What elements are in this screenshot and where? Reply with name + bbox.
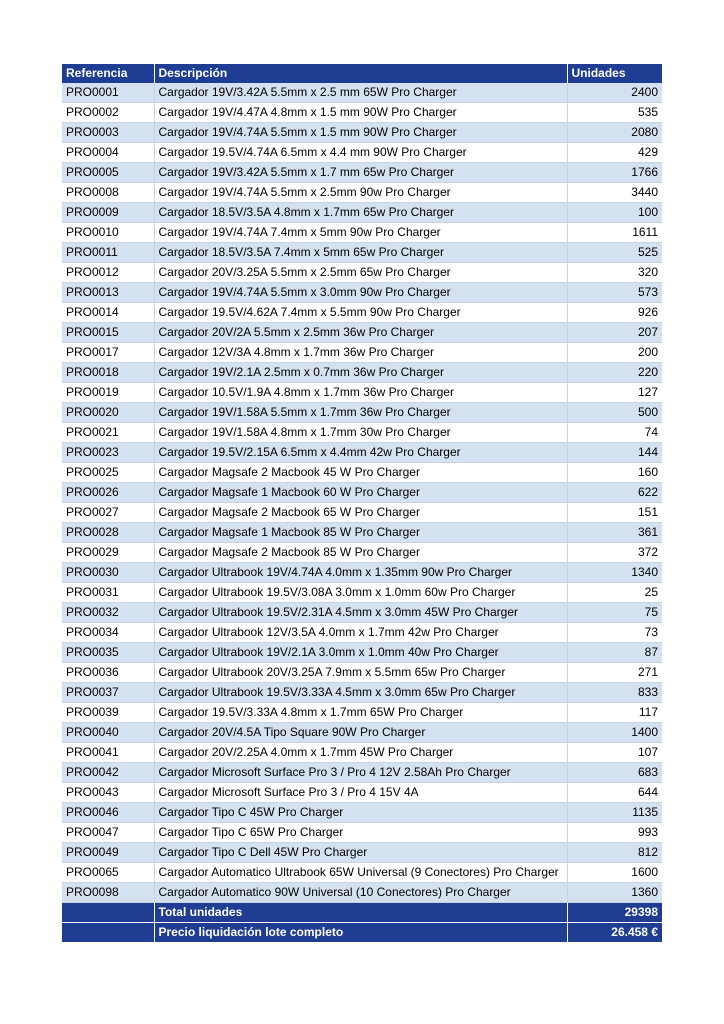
table-row — [62, 603, 662, 623]
cell-descripcion: Cargador 19V/4.74A 5.5mm x 2.5mm 90w Pro Charger — [154, 183, 567, 203]
cell-unidades: 87 — [567, 643, 662, 663]
cell-descripcion: Cargador Ultrabook 19.5V/3.33A 4.5mm x 3.0mm 65w Pro Charger — [154, 683, 567, 703]
cell-descripcion: Cargador 19.5V/4.74A 6.5mm x 4.4 mm 90W Pro Charger — [154, 143, 567, 163]
cell-unidades: 320 — [567, 263, 662, 283]
inventory-table — [62, 64, 662, 942]
cell-referencia: PRO0041 — [62, 743, 154, 763]
cell-unidades: 683 — [567, 763, 662, 783]
cell-descripcion: Cargador 19.5V/2.15A 6.5mm x 4.4mm 42w Pro Charger — [154, 443, 567, 463]
table-row — [62, 323, 662, 343]
cell-unidades: 361 — [567, 523, 662, 543]
cell-descripcion: Cargador 10.5V/1.9A 4.8mm x 1.7mm 36w Pro Charger — [154, 383, 567, 403]
cell-unidades: 926 — [567, 303, 662, 323]
cell-descripcion: Cargador 19V/4.74A 5.5mm x 3.0mm 90w Pro Charger — [154, 283, 567, 303]
table-row — [62, 643, 662, 663]
table-row — [62, 663, 662, 683]
cell-unidades: 207 — [567, 323, 662, 343]
total-units-row — [62, 903, 662, 923]
cell-referencia: PRO0026 — [62, 483, 154, 503]
lot-price-row — [62, 923, 662, 943]
cell-descripcion: Cargador Ultrabook 19V/4.74A 4.0mm x 1.35mm 90w Pro Charger — [154, 563, 567, 583]
cell-descripcion: Cargador 19V/4.47A 4.8mm x 1.5 mm 90W Pro Charger — [154, 103, 567, 123]
cell-unidades: 271 — [567, 663, 662, 683]
cell-descripcion: Cargador Microsoft Surface Pro 3 / Pro 4 12V 2.58Ah Pro Charger — [154, 763, 567, 783]
cell-referencia: PRO0013 — [62, 283, 154, 303]
table-row — [62, 343, 662, 363]
cell-referencia: PRO0042 — [62, 763, 154, 783]
footer-empty-cell — [62, 923, 154, 943]
table-row — [62, 623, 662, 643]
cell-descripcion: Cargador 20V/2.25A 4.0mm x 1.7mm 45W Pro Charger — [154, 743, 567, 763]
lot-price-label: Precio liquidación lote completo — [154, 923, 567, 943]
cell-descripcion: Cargador Ultrabook 20V/3.25A 7.9mm x 5.5mm 65w Pro Charger — [154, 663, 567, 683]
cell-descripcion: Cargador 18.5V/3.5A 4.8mm x 1.7mm 65w Pro Charger — [154, 203, 567, 223]
table-row — [62, 783, 662, 803]
cell-unidades: 75 — [567, 603, 662, 623]
cell-referencia: PRO0004 — [62, 143, 154, 163]
cell-descripcion: Cargador 20V/2A 5.5mm x 2.5mm 36w Pro Charger — [154, 323, 567, 343]
table-row — [62, 103, 662, 123]
cell-descripcion: Cargador 20V/4.5A Tipo Square 90W Pro Charger — [154, 723, 567, 743]
header-referencia: Referencia — [62, 64, 154, 83]
cell-descripcion: Cargador 19V/1.58A 5.5mm x 1.7mm 36w Pro Charger — [154, 403, 567, 423]
table-row — [62, 523, 662, 543]
cell-descripcion: Cargador 18.5V/3.5A 7.4mm x 5mm 65w Pro Charger — [154, 243, 567, 263]
table-row — [62, 483, 662, 503]
cell-descripcion: Cargador Automatico 90W Universal (10 Conectores) Pro Charger — [154, 883, 567, 903]
cell-unidades: 73 — [567, 623, 662, 643]
cell-referencia: PRO0027 — [62, 503, 154, 523]
footer-empty-cell — [62, 903, 154, 923]
table-row — [62, 183, 662, 203]
cell-referencia: PRO0034 — [62, 623, 154, 643]
header-unidades: Unidades — [567, 64, 662, 83]
cell-descripcion: Cargador 20V/3.25A 5.5mm x 2.5mm 65w Pro Charger — [154, 263, 567, 283]
cell-referencia: PRO0002 — [62, 103, 154, 123]
cell-referencia: PRO0028 — [62, 523, 154, 543]
cell-unidades: 151 — [567, 503, 662, 523]
inventory-sheet — [62, 64, 662, 942]
table-row — [62, 83, 662, 103]
cell-descripcion: Cargador 19V/1.58A 4.8mm x 1.7mm 30w Pro Charger — [154, 423, 567, 443]
cell-unidades: 1360 — [567, 883, 662, 903]
cell-referencia: PRO0015 — [62, 323, 154, 343]
cell-unidades: 1340 — [567, 563, 662, 583]
cell-referencia: PRO0014 — [62, 303, 154, 323]
cell-descripcion: Cargador Magsafe 1 Macbook 60 W Pro Charger — [154, 483, 567, 503]
cell-descripcion: Cargador Tipo C 45W Pro Charger — [154, 803, 567, 823]
cell-referencia: PRO0035 — [62, 643, 154, 663]
cell-referencia: PRO0037 — [62, 683, 154, 703]
cell-referencia: PRO0021 — [62, 423, 154, 443]
cell-referencia: PRO0043 — [62, 783, 154, 803]
cell-descripcion: Cargador 19V/3.42A 5.5mm x 1.7 mm 65w Pro Charger — [154, 163, 567, 183]
table-row — [62, 823, 662, 843]
cell-unidades: 144 — [567, 443, 662, 463]
cell-unidades: 3440 — [567, 183, 662, 203]
cell-descripcion: Cargador 19.5V/3.33A 4.8mm x 1.7mm 65W Pro Charger — [154, 703, 567, 723]
cell-unidades: 2080 — [567, 123, 662, 143]
cell-descripcion: Cargador Automatico Ultrabook 65W Universal (9 Conectores) Pro Charger — [154, 863, 567, 883]
cell-referencia: PRO0003 — [62, 123, 154, 143]
cell-descripcion: Cargador Tipo C 65W Pro Charger — [154, 823, 567, 843]
cell-unidades: 160 — [567, 463, 662, 483]
cell-descripcion: Cargador Ultrabook 19.5V/2.31A 4.5mm x 3.0mm 45W Pro Charger — [154, 603, 567, 623]
cell-referencia: PRO0023 — [62, 443, 154, 463]
cell-referencia: PRO0012 — [62, 263, 154, 283]
cell-unidades: 573 — [567, 283, 662, 303]
cell-referencia: PRO0049 — [62, 843, 154, 863]
cell-unidades: 220 — [567, 363, 662, 383]
table-row — [62, 883, 662, 903]
cell-unidades: 25 — [567, 583, 662, 603]
table-row — [62, 303, 662, 323]
table-row — [62, 503, 662, 523]
cell-descripcion: Cargador 19V/4.74A 5.5mm x 1.5 mm 90W Pro Charger — [154, 123, 567, 143]
cell-descripcion: Cargador Magsafe 2 Macbook 65 W Pro Charger — [154, 503, 567, 523]
cell-referencia: PRO0020 — [62, 403, 154, 423]
cell-referencia: PRO0040 — [62, 723, 154, 743]
cell-unidades: 1766 — [567, 163, 662, 183]
cell-referencia: PRO0047 — [62, 823, 154, 843]
cell-referencia: PRO0029 — [62, 543, 154, 563]
table-row — [62, 463, 662, 483]
cell-descripcion: Cargador 19.5V/4.62A 7.4mm x 5.5mm 90w Pro Charger — [154, 303, 567, 323]
cell-unidades: 2400 — [567, 83, 662, 103]
cell-descripcion: Cargador 12V/3A 4.8mm x 1.7mm 36w Pro Charger — [154, 343, 567, 363]
cell-referencia: PRO0010 — [62, 223, 154, 243]
table-row — [62, 723, 662, 743]
cell-unidades: 372 — [567, 543, 662, 563]
table-row — [62, 403, 662, 423]
cell-referencia: PRO0017 — [62, 343, 154, 363]
table-row — [62, 143, 662, 163]
table-row — [62, 423, 662, 443]
cell-referencia: PRO0032 — [62, 603, 154, 623]
table-row — [62, 703, 662, 723]
table-row — [62, 383, 662, 403]
total-units-value: 29398 — [567, 903, 662, 923]
cell-referencia: PRO0025 — [62, 463, 154, 483]
cell-referencia: PRO0065 — [62, 863, 154, 883]
table-row — [62, 803, 662, 823]
cell-unidades: 812 — [567, 843, 662, 863]
table-row — [62, 843, 662, 863]
total-units-label: Total unidades — [154, 903, 567, 923]
cell-unidades: 74 — [567, 423, 662, 443]
cell-unidades: 100 — [567, 203, 662, 223]
table-row — [62, 363, 662, 383]
cell-referencia: PRO0019 — [62, 383, 154, 403]
cell-unidades: 1135 — [567, 803, 662, 823]
table-row — [62, 543, 662, 563]
cell-descripcion: Cargador 19V/4.74A 7.4mm x 5mm 90w Pro Charger — [154, 223, 567, 243]
cell-unidades: 200 — [567, 343, 662, 363]
table-row — [62, 743, 662, 763]
table-row — [62, 863, 662, 883]
table-row — [62, 223, 662, 243]
cell-unidades: 127 — [567, 383, 662, 403]
table-row — [62, 203, 662, 223]
cell-unidades: 644 — [567, 783, 662, 803]
cell-referencia: PRO0005 — [62, 163, 154, 183]
cell-referencia: PRO0039 — [62, 703, 154, 723]
cell-descripcion: Cargador 19V/2.1A 2.5mm x 0.7mm 36w Pro Charger — [154, 363, 567, 383]
cell-descripcion: Cargador Microsoft Surface Pro 3 / Pro 4 15V 4A — [154, 783, 567, 803]
table-row — [62, 263, 662, 283]
cell-unidades: 535 — [567, 103, 662, 123]
table-row — [62, 763, 662, 783]
table-row — [62, 443, 662, 463]
table-row — [62, 583, 662, 603]
cell-referencia: PRO0018 — [62, 363, 154, 383]
table-row — [62, 683, 662, 703]
cell-descripcion: Cargador Tipo C Dell 45W Pro Charger — [154, 843, 567, 863]
cell-referencia: PRO0031 — [62, 583, 154, 603]
cell-referencia: PRO0009 — [62, 203, 154, 223]
header-descripcion: Descripción — [154, 64, 567, 83]
cell-descripcion: Cargador Magsafe 2 Macbook 85 W Pro Charger — [154, 543, 567, 563]
cell-unidades: 1600 — [567, 863, 662, 883]
cell-referencia: PRO0036 — [62, 663, 154, 683]
cell-unidades: 993 — [567, 823, 662, 843]
cell-unidades: 833 — [567, 683, 662, 703]
cell-descripcion: Cargador Magsafe 2 Macbook 45 W Pro Charger — [154, 463, 567, 483]
cell-unidades: 429 — [567, 143, 662, 163]
cell-descripcion: Cargador Magsafe 1 Macbook 85 W Pro Charger — [154, 523, 567, 543]
cell-descripcion: Cargador Ultrabook 12V/3.5A 4.0mm x 1.7mm 42w Pro Charger — [154, 623, 567, 643]
cell-referencia: PRO0046 — [62, 803, 154, 823]
cell-unidades: 107 — [567, 743, 662, 763]
cell-unidades: 622 — [567, 483, 662, 503]
table-row — [62, 123, 662, 143]
cell-referencia: PRO0008 — [62, 183, 154, 203]
table-row — [62, 163, 662, 183]
cell-unidades: 525 — [567, 243, 662, 263]
cell-descripcion: Cargador Ultrabook 19.5V/3.08A 3.0mm x 1.0mm 60w Pro Charger — [154, 583, 567, 603]
cell-unidades: 1611 — [567, 223, 662, 243]
cell-descripcion: Cargador Ultrabook 19V/2.1A 3.0mm x 1.0mm 40w Pro Charger — [154, 643, 567, 663]
lot-price-value: 26.458 € — [567, 923, 662, 943]
cell-referencia: PRO0098 — [62, 883, 154, 903]
table-row — [62, 243, 662, 263]
cell-descripcion: Cargador 19V/3.42A 5.5mm x 2.5 mm 65W Pro Charger — [154, 83, 567, 103]
cell-unidades: 500 — [567, 403, 662, 423]
cell-referencia: PRO0011 — [62, 243, 154, 263]
table-row — [62, 283, 662, 303]
table-row — [62, 563, 662, 583]
cell-referencia: PRO0030 — [62, 563, 154, 583]
cell-unidades: 117 — [567, 703, 662, 723]
cell-referencia: PRO0001 — [62, 83, 154, 103]
table-header-row — [62, 64, 662, 83]
cell-unidades: 1400 — [567, 723, 662, 743]
